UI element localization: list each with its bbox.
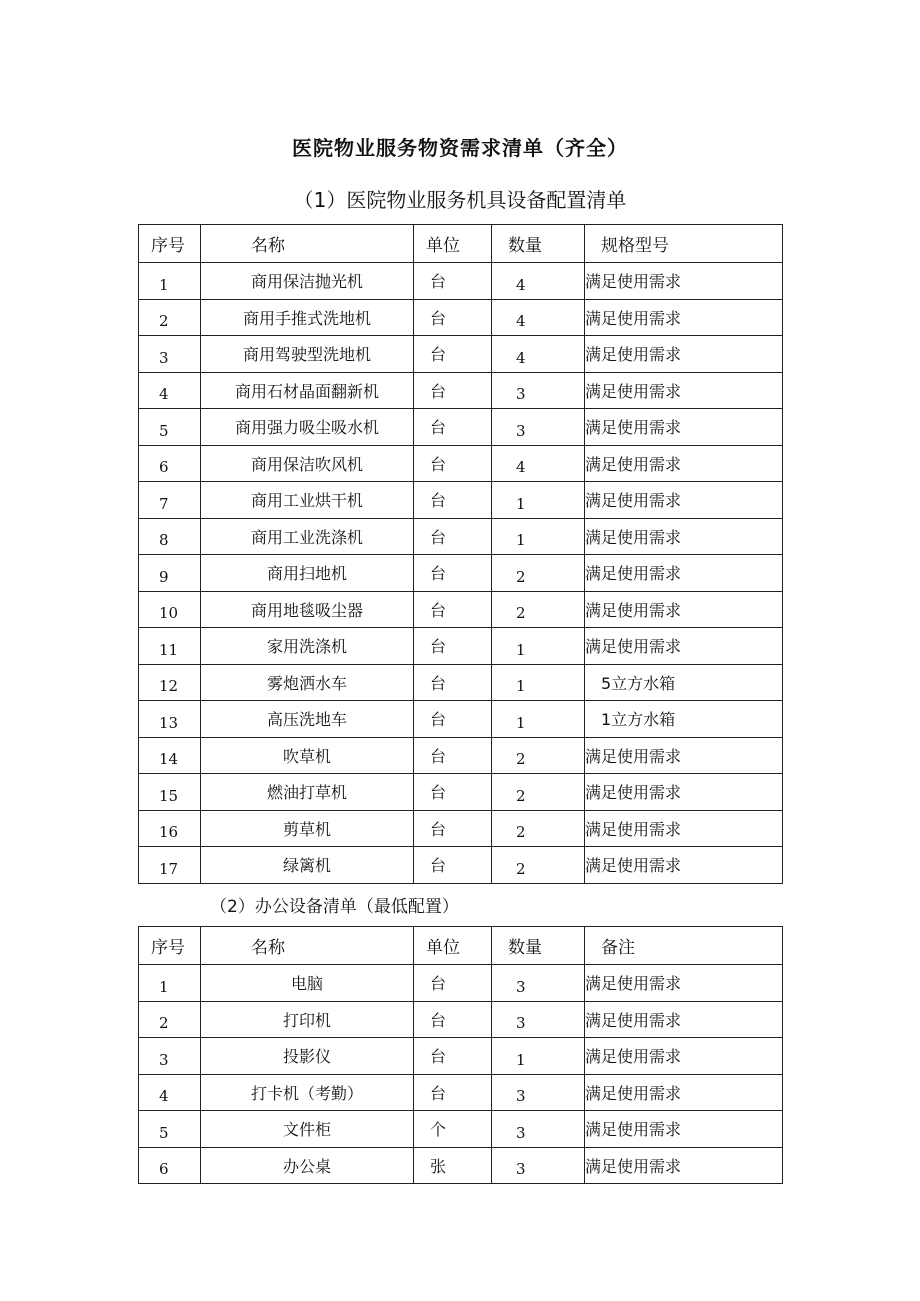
row-no: 9 [139,555,201,592]
row-qty: 2 [492,737,585,774]
row-spec: 满足使用需求 [585,336,783,373]
row-spec: 满足使用需求 [585,1074,783,1111]
header-unit: 单位 [414,927,492,965]
row-spec: 满足使用需求 [585,847,783,884]
header-spec: 规格型号 [585,225,783,263]
row-spec: 满足使用需求 [585,965,783,1002]
header-no: 序号 [139,225,201,263]
row-no: 2 [139,299,201,336]
section1-heading: （1）医院物业服务机具设备配置清单 [293,188,627,212]
row-qty: 4 [492,445,585,482]
row-name: 商用工业洗涤机 [201,518,414,555]
row-unit: 台 [414,965,492,1002]
row-qty: 4 [492,299,585,336]
row-name: 吹草机 [201,737,414,774]
row-no: 16 [139,810,201,847]
row-spec: 满足使用需求 [585,1038,783,1075]
row-qty: 1 [492,701,585,738]
table-row [139,1001,783,1038]
row-qty: 2 [492,847,585,884]
row-name: 商用扫地机 [201,555,414,592]
row-no: 14 [139,737,201,774]
row-qty: 1 [492,482,585,519]
table-row [139,591,783,628]
row-no: 1 [139,263,201,300]
row-unit: 台 [414,701,492,738]
row-unit: 台 [414,299,492,336]
table-row [139,299,783,336]
row-spec: 满足使用需求 [585,1147,783,1184]
header-no: 序号 [139,927,201,965]
table-row [139,336,783,373]
row-name: 剪草机 [201,810,414,847]
row-spec: 满足使用需求 [585,299,783,336]
row-no: 4 [139,372,201,409]
row-spec: 满足使用需求 [585,518,783,555]
row-name: 雾炮洒水车 [201,664,414,701]
row-name: 商用工业烘干机 [201,482,414,519]
row-name: 商用强力吸尘吸水机 [201,409,414,446]
table-row [139,701,783,738]
table-row [139,1038,783,1075]
row-no: 2 [139,1001,201,1038]
row-name: 家用洗涤机 [201,628,414,665]
row-unit: 台 [414,409,492,446]
row-unit: 台 [414,737,492,774]
row-no: 12 [139,664,201,701]
header-note: 备注 [585,927,783,965]
row-no: 6 [139,1147,201,1184]
table-row [139,482,783,519]
row-no: 17 [139,847,201,884]
table-row [139,1074,783,1111]
row-spec: 满足使用需求 [585,482,783,519]
table-row [139,518,783,555]
table-row [139,628,783,665]
row-qty: 1 [492,628,585,665]
row-spec: 满足使用需求 [585,810,783,847]
row-no: 10 [139,591,201,628]
row-spec: 满足使用需求 [585,591,783,628]
row-no: 8 [139,518,201,555]
row-name: 文件柜 [201,1111,414,1148]
table-row [139,263,783,300]
row-qty: 3 [492,1111,585,1148]
table-row [139,965,783,1002]
row-no: 15 [139,774,201,811]
table-row [139,555,783,592]
table-header-row [139,927,783,965]
header-unit: 单位 [414,225,492,263]
row-qty: 1 [492,518,585,555]
row-spec: 满足使用需求 [585,445,783,482]
row-unit: 台 [414,628,492,665]
row-name: 电脑 [201,965,414,1002]
row-spec: 5立方水箱 [585,664,783,701]
header-qty: 数量 [492,927,585,965]
row-spec: 满足使用需求 [585,737,783,774]
row-no: 1 [139,965,201,1002]
row-name: 打卡机（考勤） [201,1074,414,1111]
table-row [139,810,783,847]
row-name: 投影仪 [201,1038,414,1075]
row-unit: 台 [414,518,492,555]
row-no: 7 [139,482,201,519]
row-qty: 1 [492,664,585,701]
row-no: 4 [139,1074,201,1111]
row-unit: 台 [414,555,492,592]
row-name: 办公桌 [201,1147,414,1184]
row-unit: 张 [414,1147,492,1184]
row-unit: 台 [414,336,492,373]
header-qty: 数量 [492,225,585,263]
row-name: 商用保洁吹风机 [201,445,414,482]
row-qty: 3 [492,1147,585,1184]
row-qty: 1 [492,1038,585,1075]
row-unit: 台 [414,372,492,409]
row-name: 商用手推式洗地机 [201,299,414,336]
row-qty: 4 [492,263,585,300]
row-qty: 3 [492,965,585,1002]
section2-heading: （2）办公设备清单（最低配置） [210,897,459,917]
header-name: 名称 [201,927,414,965]
row-name: 商用保洁抛光机 [201,263,414,300]
table-header-row [139,225,783,263]
row-qty: 2 [492,810,585,847]
row-no: 5 [139,409,201,446]
row-qty: 2 [492,591,585,628]
row-spec: 满足使用需求 [585,372,783,409]
row-unit: 台 [414,774,492,811]
row-spec: 满足使用需求 [585,263,783,300]
table-row [139,847,783,884]
row-unit: 台 [414,445,492,482]
row-qty: 2 [492,555,585,592]
row-spec: 满足使用需求 [585,774,783,811]
row-qty: 3 [492,1074,585,1111]
table-row [139,1111,783,1148]
row-unit: 个 [414,1111,492,1148]
row-qty: 3 [492,409,585,446]
table-row [139,737,783,774]
row-name: 高压洗地车 [201,701,414,738]
table-row [139,664,783,701]
table-row [139,774,783,811]
row-no: 11 [139,628,201,665]
row-qty: 2 [492,774,585,811]
row-name: 打印机 [201,1001,414,1038]
row-unit: 台 [414,591,492,628]
row-unit: 台 [414,1038,492,1075]
row-unit: 台 [414,1001,492,1038]
row-qty: 3 [492,372,585,409]
row-name: 商用地毯吸尘器 [201,591,414,628]
row-name: 商用石材晶面翻新机 [201,372,414,409]
row-unit: 台 [414,810,492,847]
row-name: 商用驾驶型洗地机 [201,336,414,373]
row-no: 6 [139,445,201,482]
equipment-table [138,224,783,884]
table-row [139,1147,783,1184]
row-name: 绿篱机 [201,847,414,884]
document-title: 医院物业服务物资需求清单（齐全） [292,136,628,160]
row-qty: 4 [492,336,585,373]
office-equipment-table [138,926,783,1184]
row-spec: 1立方水箱 [585,701,783,738]
row-spec: 满足使用需求 [585,628,783,665]
row-no: 3 [139,336,201,373]
row-unit: 台 [414,847,492,884]
row-name: 燃油打草机 [201,774,414,811]
row-spec: 满足使用需求 [585,1111,783,1148]
row-no: 5 [139,1111,201,1148]
row-no: 13 [139,701,201,738]
row-qty: 3 [492,1001,585,1038]
row-spec: 满足使用需求 [585,1001,783,1038]
table-row [139,445,783,482]
row-spec: 满足使用需求 [585,555,783,592]
row-unit: 台 [414,1074,492,1111]
row-unit: 台 [414,482,492,519]
row-no: 3 [139,1038,201,1075]
table-row [139,372,783,409]
row-unit: 台 [414,664,492,701]
row-unit: 台 [414,263,492,300]
table-row [139,409,783,446]
row-spec: 满足使用需求 [585,409,783,446]
header-name: 名称 [201,225,414,263]
